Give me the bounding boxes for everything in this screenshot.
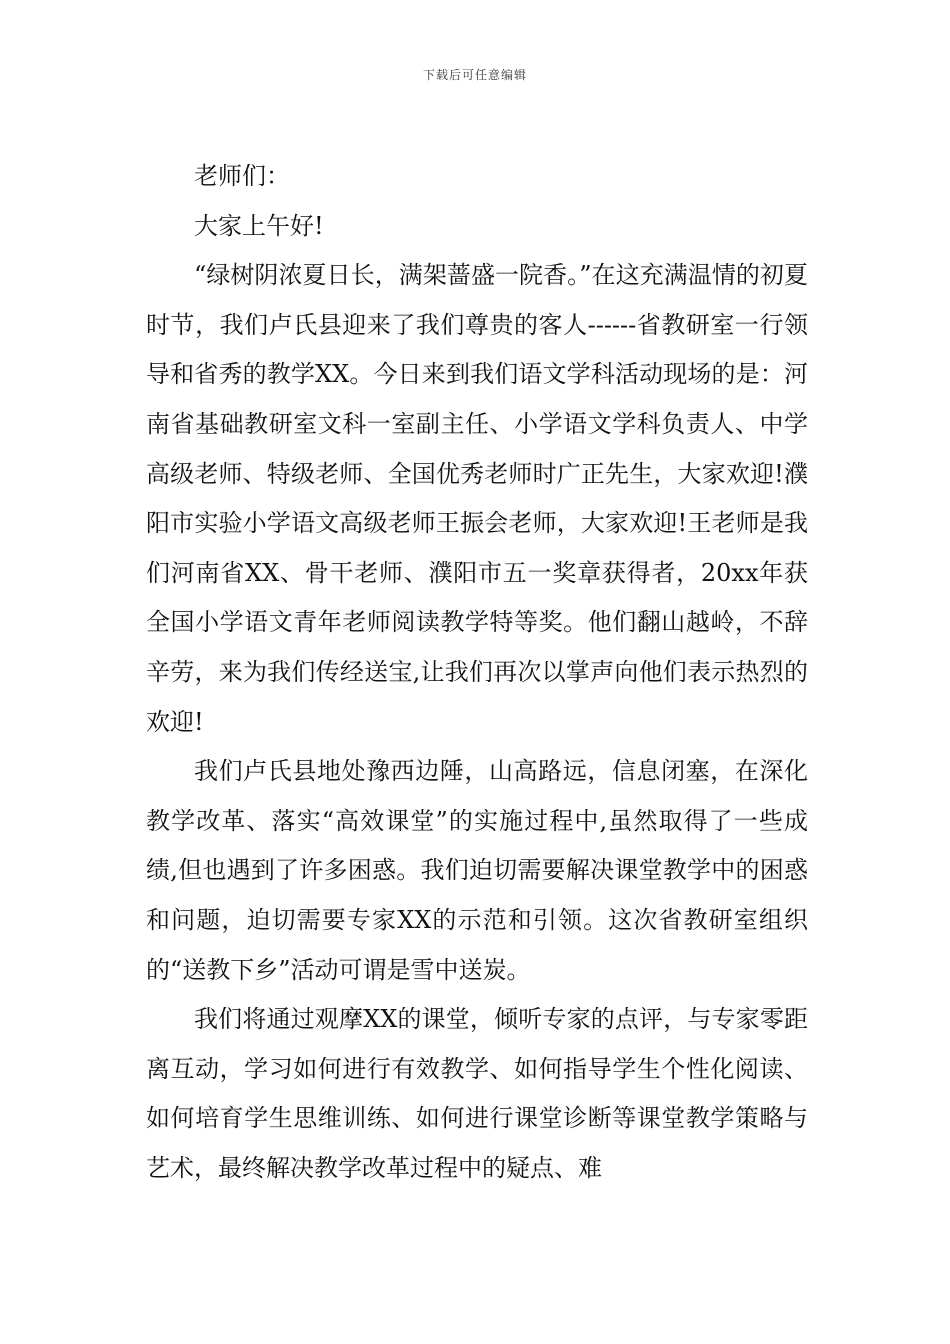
document-body	[146, 152, 808, 1193]
paragraph-goals: 我们将通过观摩XX的课堂，倾听专家的点评，与专家零距离互动，学习如何进行有效教学、如何指导学生个性化阅读、如何培育学生思维训练、如何进行课堂诊断等课堂教学策略与艺术，最终解决教学改革过程中的疑点、难	[146, 1005, 808, 1182]
salutation: 老师们：	[194, 162, 290, 190]
paragraph-welcome: “绿树阴浓夏日长，满架蔷盛一院香。”在这充满温情的初夏时节，我们卢氏县迎来了我们尊贵的客人------省教研室一行领导和省秀的教学XX。今日来到我们语文学科活动现场的是：河南省基础教研室文科一室副主任、小学语文学科负责人、中学高级老师、特级老师、全国优秀老师时广正先生，大家欢迎!濮阳市实验小学语文高级老师王振会老师，大家欢迎!王老师是我们河南省XX、骨干老师、濮阳市五一奖章获得者，20xx年获全国小学语文青年老师阅读教学特等奖。他们翻山越岭，不辞辛劳，来为我们传经送宝,让我们再次以掌声向他们表示热烈的欢迎!	[146, 261, 808, 736]
paragraph-background: 我们卢氏县地处豫西边陲，山高路远，信息闭塞，在深化教学改革、落实“高效课堂”的实施过程中,虽然取得了一些成绩,但也遇到了许多困惑。我们迫切需要解决课堂教学中的困惑和问题，迫切需要专家XX的示范和引领。这次省教研室组织的“送教下乡”活动可谓是雪中送炭。	[146, 757, 808, 984]
greeting: 大家上午好!	[194, 211, 324, 240]
page-header-note: 下载后可任意编辑	[422, 68, 527, 82]
